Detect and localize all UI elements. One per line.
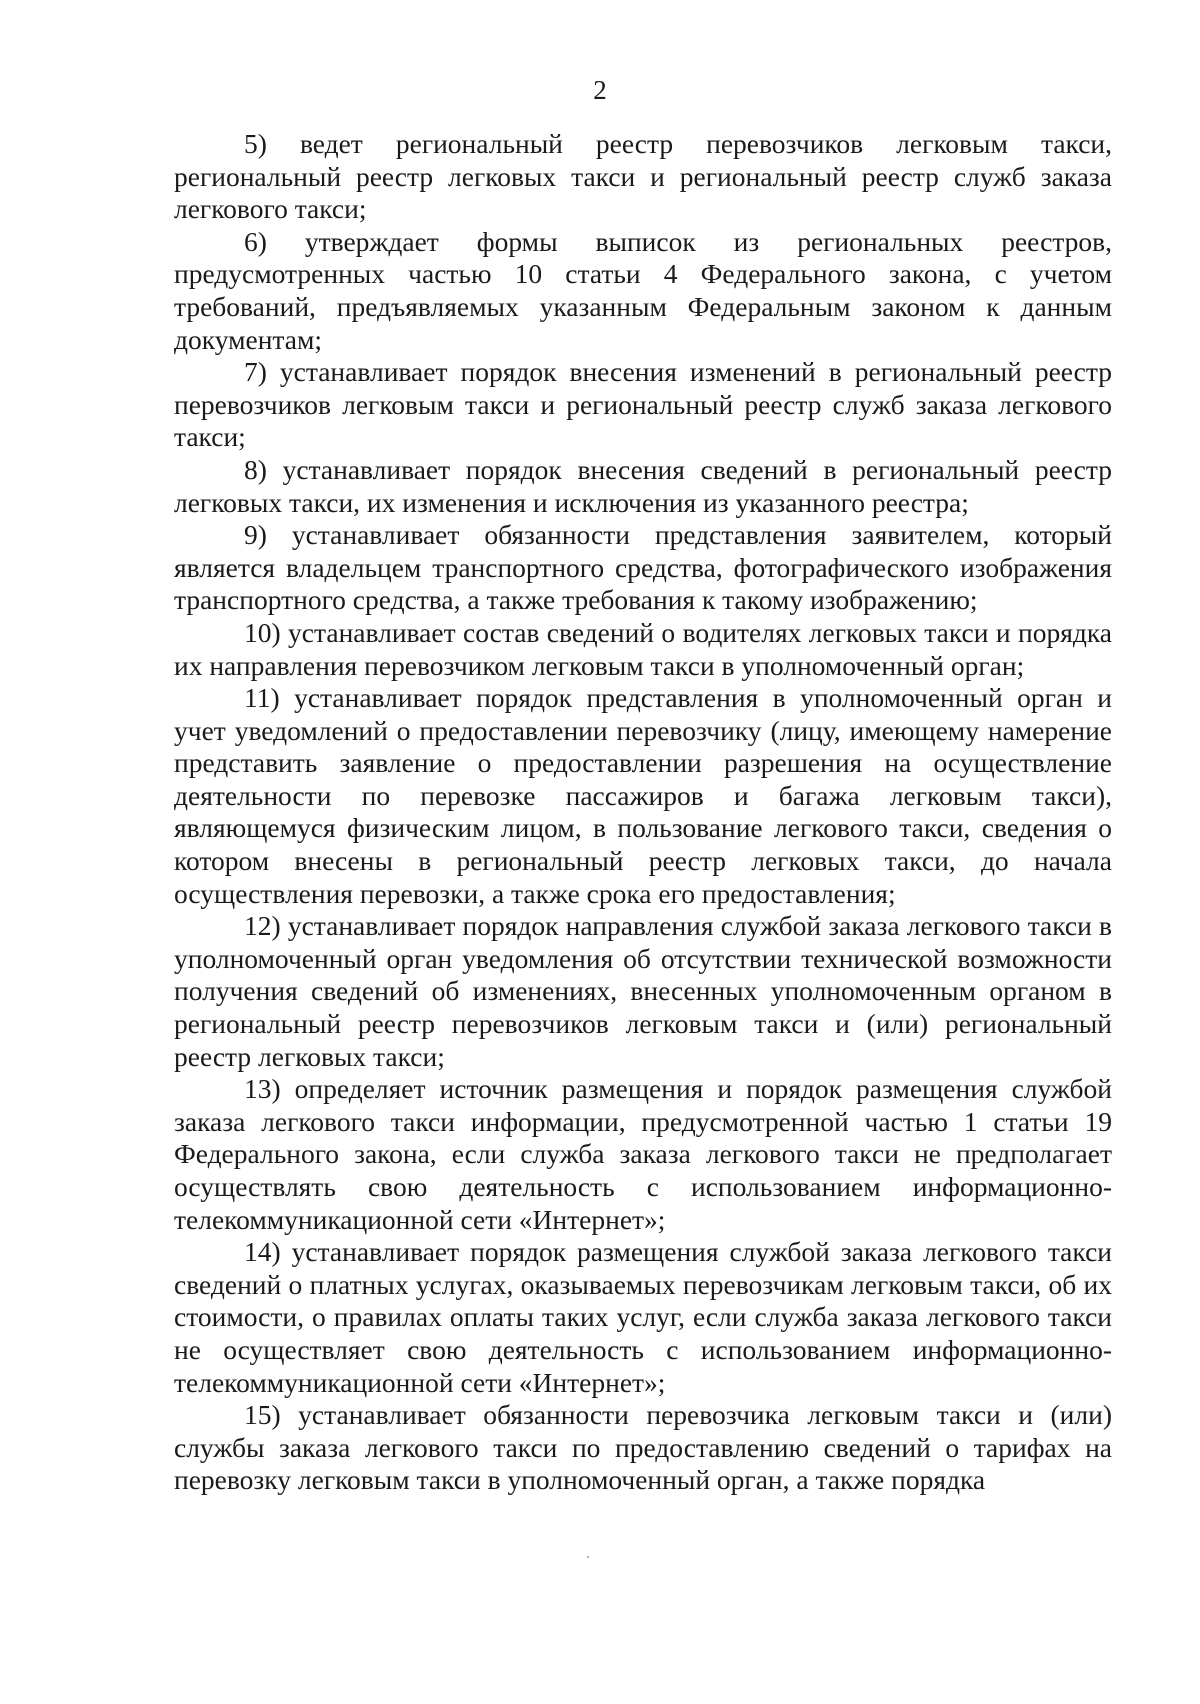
page-number: 2 <box>593 75 607 105</box>
list-item: 13) определяет источник размещения и порядок размещения службой заказа легкового такси информации, предусмотренной частью 1 статьи 19 Федерального закона, если служба заказа легкового такси не предполагает осуществлять свою деятельность с использованием информационно-телекоммуникационной сети «Интернет»; <box>174 1073 1112 1235</box>
list-item: 6) утверждает формы выписок из региональных реестров, предусмотренных частью 10 статьи 4 Федерального закона, с учетом требований, предъявляемых указанным Федеральным законом к данным документам; <box>174 225 1112 355</box>
list-item: 11) устанавливает порядок представления в уполномоченный орган и учет уведомлений о предоставлении перевозчику (лицу, имеющему намерение представить заявление о предоставлении разрешения на осуществление деятельности по перевозке пассажиров и багажа легковым такси), являющемуся физическим лицом, в пользование легкового такси, сведения о котором внесены в региональный реестр легковых такси, до начала осуществления перевозки, а также срока его предоставления; <box>174 682 1112 909</box>
list-item: 10) устанавливает состав сведений о водителях легковых такси и порядка их направления перевозчиком легковым такси в уполномоченный орган; <box>174 616 1112 681</box>
list-item: 7) устанавливает порядок внесения изменений в региональный реестр перевозчиков легковым такси и региональный реестр служб заказа легкового такси; <box>174 356 1112 453</box>
list-item: 8) устанавливает порядок внесения сведений в региональный реестр легковых такси, их изменения и исключения из указанного реестра; <box>174 453 1112 518</box>
list-item: 9) устанавливает обязанности представления заявителем, который является владельцем транспортного средства, фотографического изображения транспортного средства, а также требования к такому изображению; <box>174 519 1112 616</box>
list-item: 5) ведет региональный реестр перевозчиков легковым такси, региональный реестр легковых такси и региональный реестр служб заказа легкового такси; <box>174 128 1112 225</box>
list-item: 15) устанавливает обязанности перевозчика легковым такси и (или) службы заказа легкового такси по предоставлению сведений о тарифах на перевозку легковым такси в уполномоченный орган, а также порядка <box>174 1399 1112 1496</box>
scan-speck <box>587 1556 589 1558</box>
document-body <box>174 128 1112 1497</box>
list-item: 12) устанавливает порядок направления службой заказа легкового такси в уполномоченный орган уведомления об отсутствии технической возможности получения сведений об изменениях, внесенных уполномоченным органом в региональный реестр перевозчиков легковым такси и (или) региональный реестр легковых такси; <box>174 910 1112 1072</box>
list-item: 14) устанавливает порядок размещения службой заказа легкового такси сведений о платных услугах, оказываемых перевозчикам легковым такси, об их стоимости, о правилах оплаты таких услуг, если служба заказа легкового такси не осуществляет свою деятельность с использованием информационно-телекоммуникационной сети «Интернет»; <box>174 1236 1112 1398</box>
